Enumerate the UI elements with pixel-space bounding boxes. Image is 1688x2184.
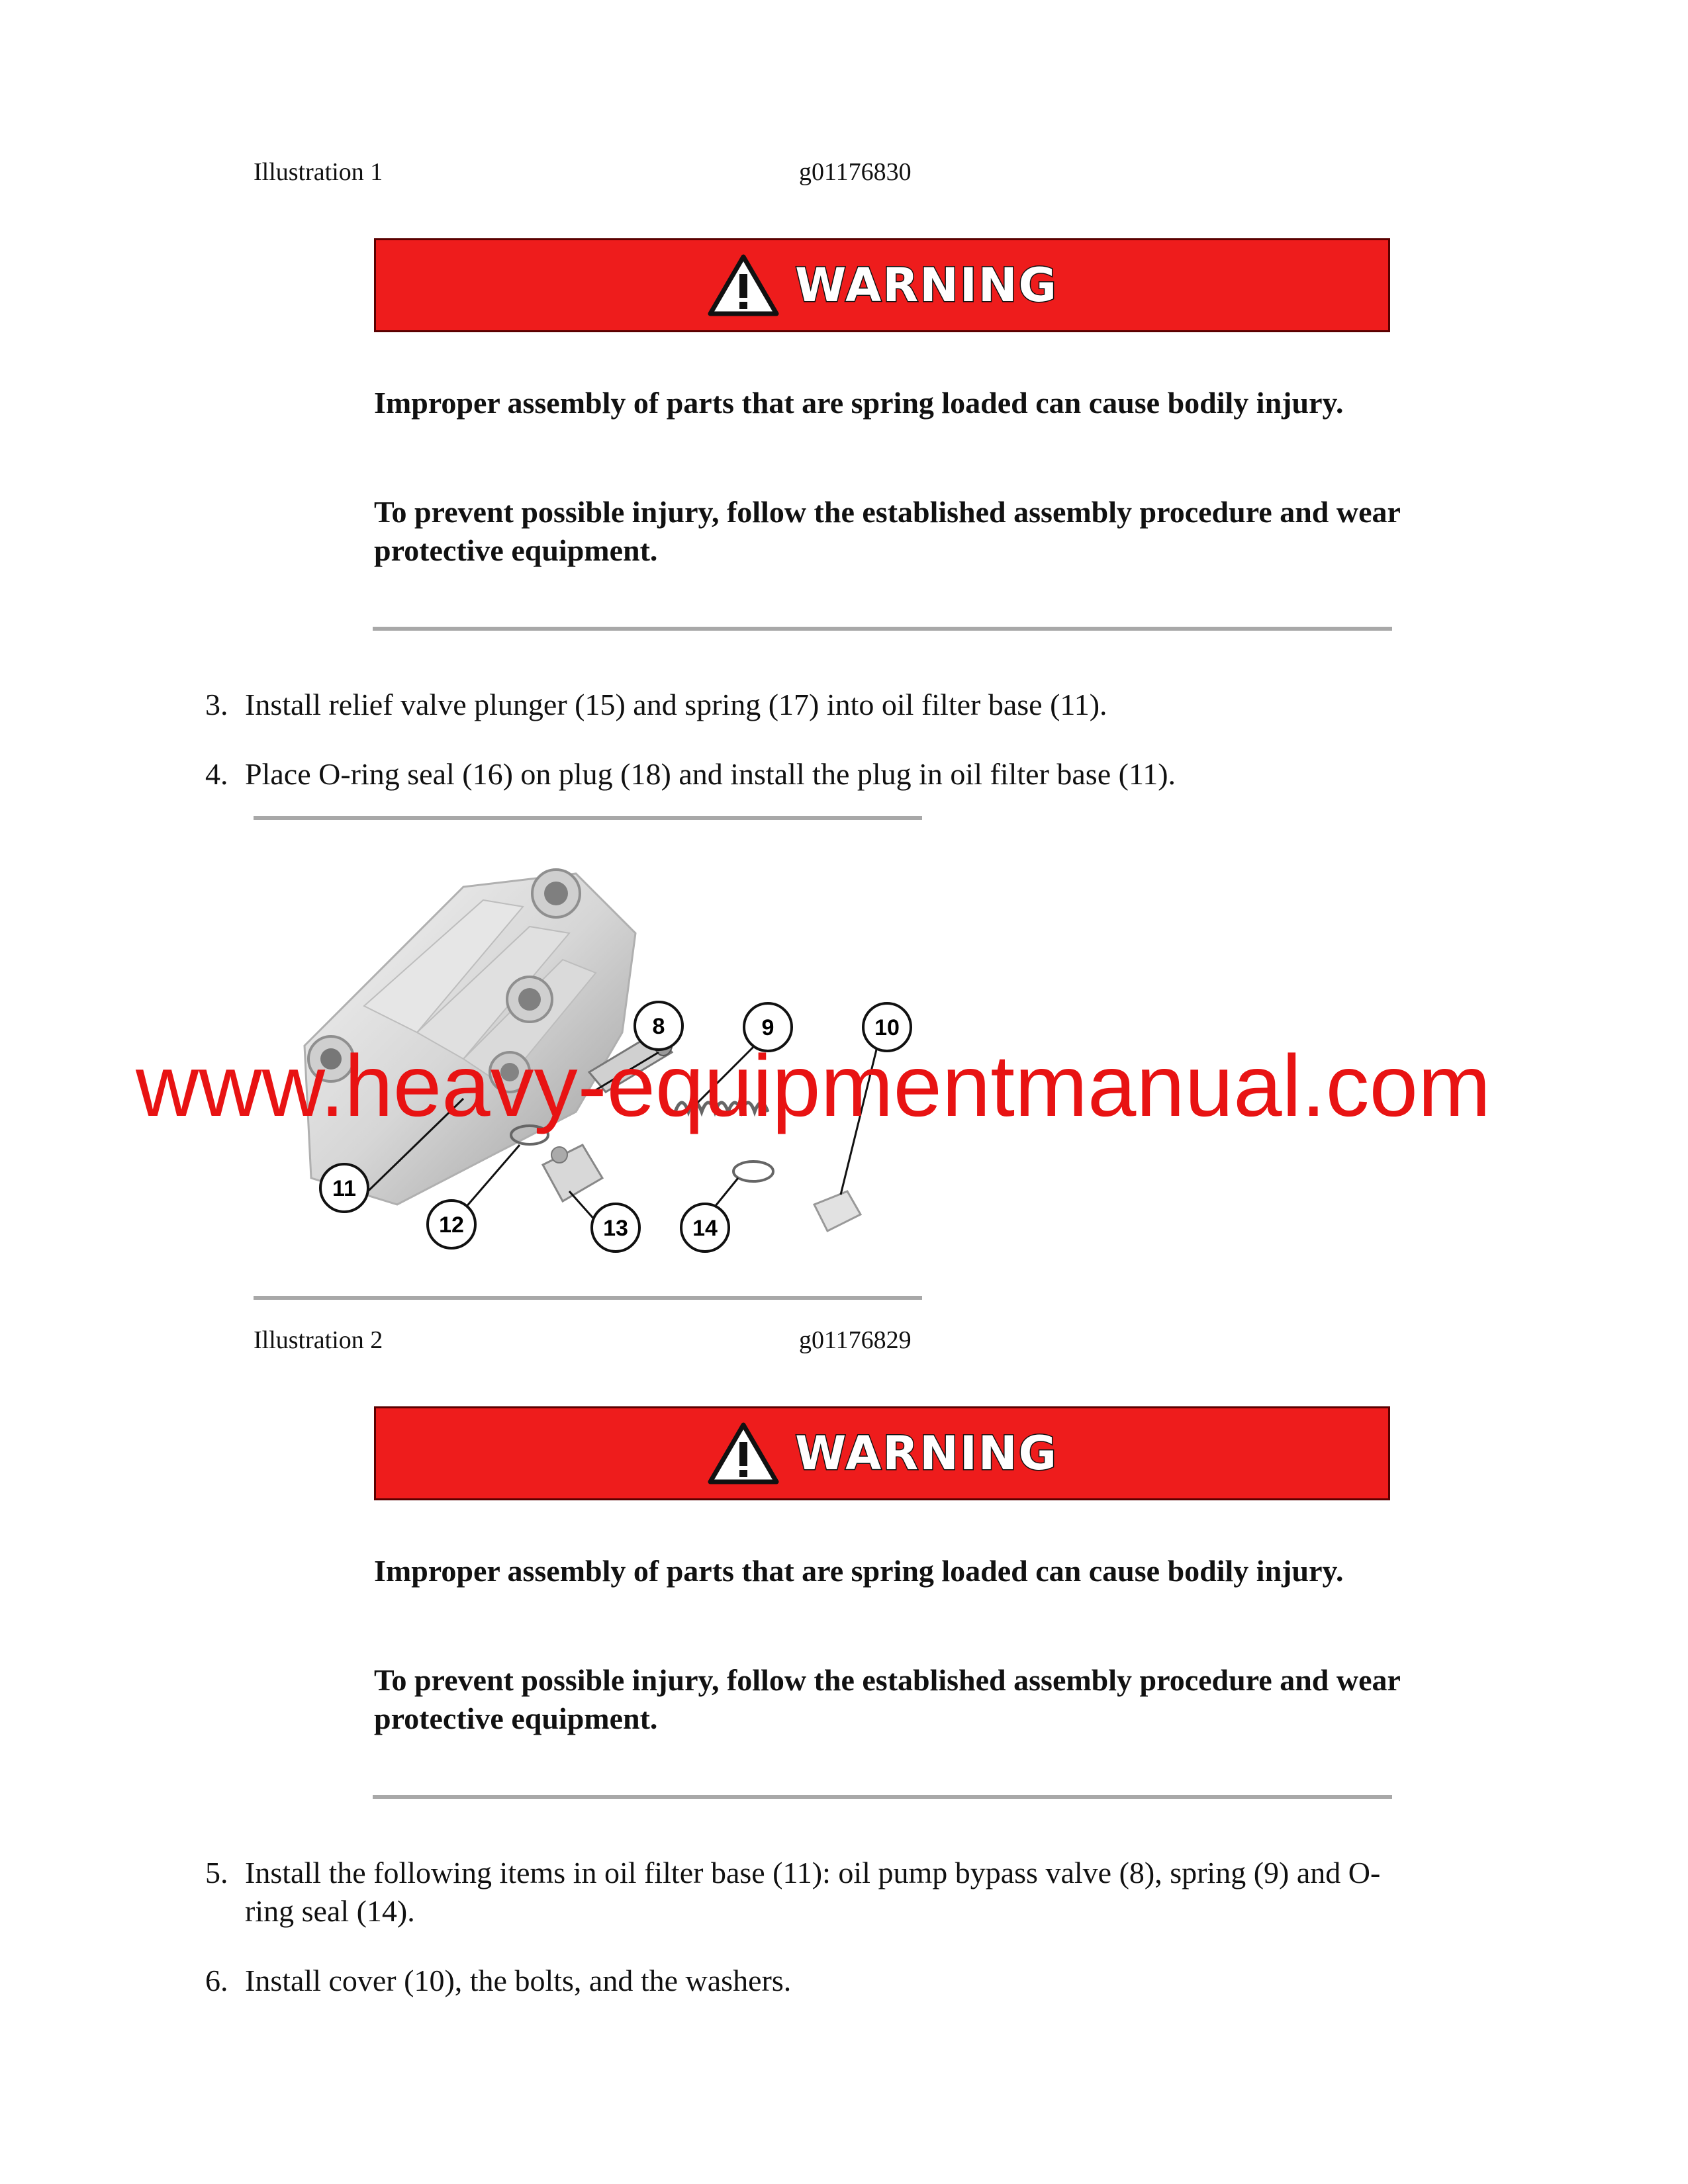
figure2-code: g01176829 <box>799 1326 912 1354</box>
figure1-label: Illustration 1 <box>254 158 383 186</box>
svg-text:13: 13 <box>603 1216 628 1241</box>
warning-banner <box>374 1406 1390 1500</box>
step-number: 5. <box>205 1856 228 1889</box>
figure2-label: Illustration 2 <box>254 1326 383 1354</box>
step-number: 3. <box>205 688 228 721</box>
svg-text:12: 12 <box>439 1212 464 1238</box>
warning-triangle-icon <box>706 253 780 318</box>
o-ring-part <box>733 1161 773 1181</box>
callout-14 <box>681 1204 729 1251</box>
callout-11 <box>320 1164 368 1212</box>
callout-12 <box>428 1201 475 1248</box>
warning-instruction: To prevent possible injury, follow the established assembly procedure and wear protective equipment. <box>374 1663 1401 1735</box>
divider <box>373 627 1392 631</box>
svg-text:14: 14 <box>692 1216 718 1241</box>
step-number: 6. <box>205 1964 228 1997</box>
svg-text:10: 10 <box>874 1015 900 1040</box>
watermark: www.heavy-equipmentmanual.com <box>136 1037 1491 1134</box>
figure-bottom-rule <box>254 1296 922 1300</box>
svg-text:8: 8 <box>652 1014 665 1039</box>
step-text: Install cover (10), the bolts, and the washers. <box>245 1964 792 1997</box>
figure1-code: g01176830 <box>799 158 912 186</box>
warning-title: WARNING <box>795 1426 1058 1480</box>
warning-message: Improper assembly of parts that are spring loaded can cause bodily injury. <box>374 386 1344 420</box>
figure-top-rule <box>254 816 922 820</box>
plug-part <box>543 1145 602 1201</box>
warning-banner <box>374 238 1390 332</box>
warning-message: Improper assembly of parts that are spring loaded can cause bodily injury. <box>374 1554 1344 1588</box>
callout-13 <box>592 1204 639 1251</box>
warning-title: WARNING <box>795 258 1058 312</box>
cover-part <box>814 1191 861 1231</box>
step-number: 4. <box>205 757 228 791</box>
svg-text:11: 11 <box>332 1176 356 1201</box>
step-text: Install relief valve plunger (15) and spring (17) into oil filter base (11). <box>245 688 1107 721</box>
step-text: Install the following items in oil filter base (11): oil pump bypass valve (8), spring (9) and O- <box>245 1856 1381 1889</box>
divider <box>373 1795 1392 1799</box>
step-text: ring seal (14). <box>245 1894 415 1928</box>
warning-instruction: To prevent possible injury, follow the established assembly procedure and wear protective equipment. <box>374 495 1401 567</box>
svg-text:9: 9 <box>761 1015 774 1040</box>
step-text: Place O-ring seal (16) on plug (18) and install the plug in oil filter base (11). <box>245 757 1176 791</box>
warning-triangle-icon <box>706 1421 780 1486</box>
